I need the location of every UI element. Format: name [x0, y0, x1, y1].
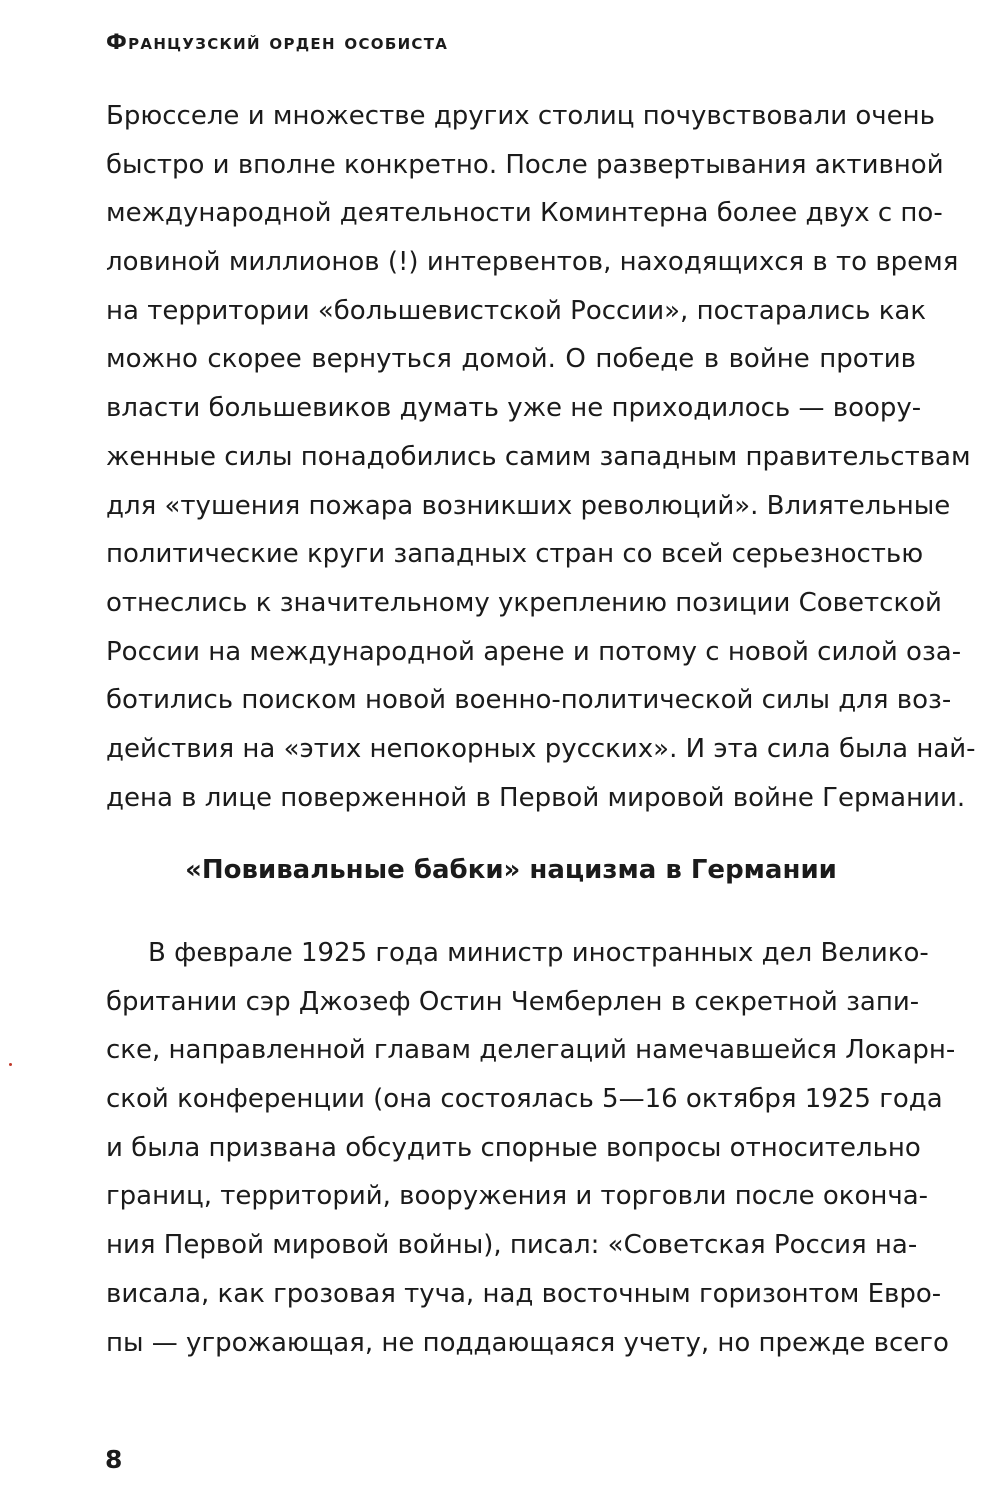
text-line: границ, территорий, вооружения и торговли после оконча- — [106, 1181, 929, 1212]
text-line: власти большевиков думать уже не приходилось — вooру- — [106, 393, 922, 424]
text-line: и была призвана обсудить спорные вопросы относительно — [106, 1132, 921, 1163]
paragraph-1 — [106, 92, 976, 822]
text-line: политические круги западных стран со всей серьезностью — [106, 539, 924, 570]
page-number: 8 — [105, 1445, 123, 1474]
text-line: Брюсселе и множестве других столиц почувствовали очень — [106, 101, 935, 131]
section-heading: «Повивальные бабки» нацизма в Германии — [185, 855, 837, 885]
text-line: для «тушения пожара возникших революций». Влиятельные — [106, 490, 951, 521]
text-line: действия на «этих непокорных русских». И эта сила была най- — [106, 733, 976, 764]
text-line: на территории «большевистской России», постарались как — [106, 295, 927, 326]
text-line: России на международной арене и потому с новой силой оза- — [106, 636, 962, 667]
text-line: ловиной миллионов (!) интервентов, находящихся в то время — [106, 247, 959, 278]
text-line: ботились поиском новой военно-политической силы для воз- — [106, 685, 952, 716]
text-line: ния Первой мировой войны), писал: «Советская Россия на- — [106, 1230, 918, 1261]
text-line: женные силы понадобились самим западным правительствам — [106, 441, 971, 472]
text-line: В феврале 1925 года министр иностранных дел Велико- — [148, 938, 929, 968]
text-line: британии сэр Джозеф Остин Чемберлен в секретной запи- — [106, 986, 920, 1017]
text-line: быстро и вполне конкретно. После развертывания активной — [106, 149, 944, 180]
text-line: пы — угрожающая, не поддающаяся учету, но прежде всего — [106, 1327, 949, 1358]
text-line: висала, как грозовая туча, над восточным горизонтом Евро- — [106, 1278, 942, 1309]
running-header-title: Французский орден особиста — [106, 30, 449, 54]
text-line: дена в лице поверженной в Первой мировой войне Германии. — [106, 782, 966, 813]
text-line: международной деятельности Коминтерна более двух с по- — [106, 198, 943, 229]
text-line: ске, направленной главам делегаций намечавшейся Локарн- — [106, 1035, 956, 1066]
text-line: отнеслись к значительному укреплению позиции Советской — [106, 587, 942, 618]
text-line: ской конференции (она состоялась 5—16 октября 1925 года — [106, 1084, 943, 1115]
text-line: можно скорее вернуться домой. О победе в войне против — [106, 344, 916, 375]
paragraph-2 — [106, 929, 956, 1367]
ink-speck — [9, 1063, 12, 1066]
